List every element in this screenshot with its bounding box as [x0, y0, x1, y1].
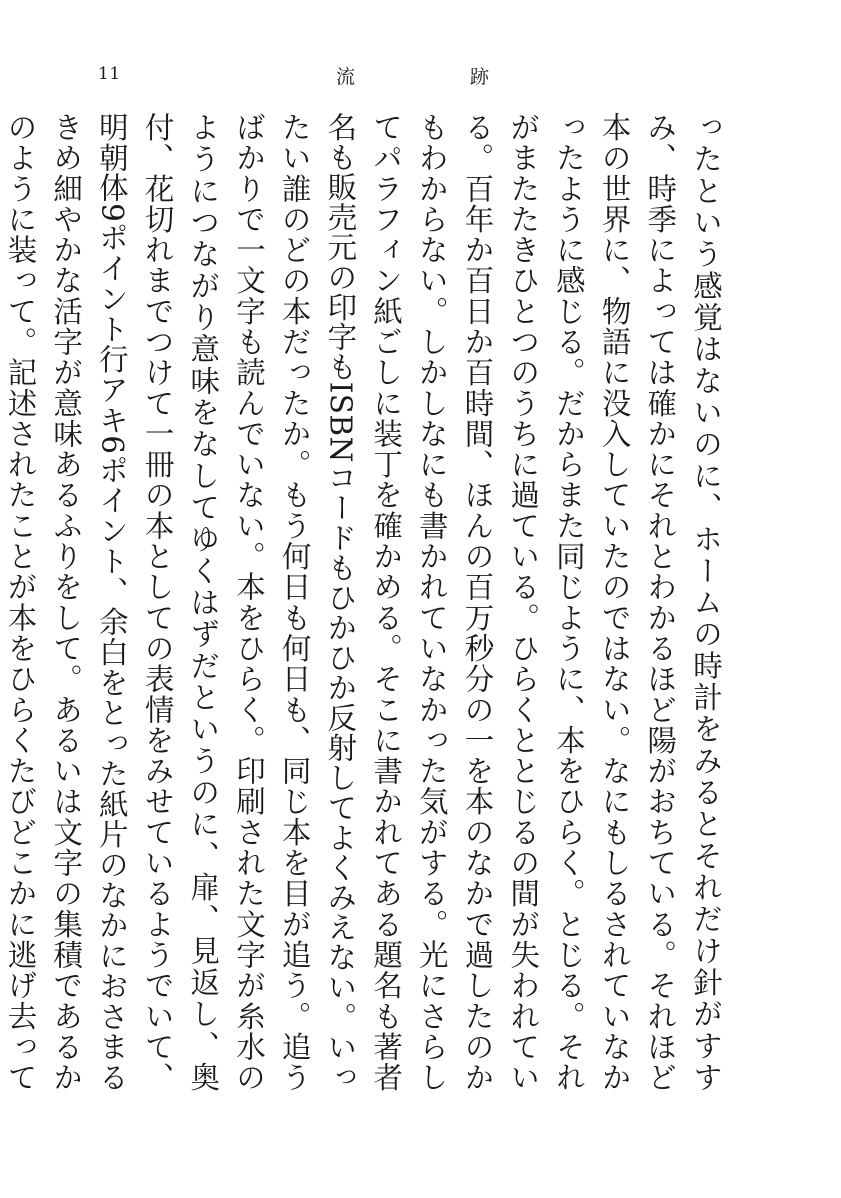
paragraph	[0, 112, 728, 1092]
text-line: におさまるきめ細やかな活字が意味あるふりをして。あるいは文字の集積であるか	[49, 112, 129, 1092]
text-line: のように装って。記述されたことが本をひらくたびどこかに逃げ去って	[3, 112, 38, 1092]
text-line: だったか。もう何日も何日も、同じ本を目が追う。追うばかりで一文字も読んでい	[231, 112, 312, 1092]
text-line: っては確かにそれとわかるほど陽がおちている。それほど本の世界に、物語に没入	[597, 112, 678, 1092]
text-line: ているようでいて、明朝体9ポイント行アキ6ポイント、余白をとった紙片のなか	[94, 112, 175, 1092]
running-title-first-char: 流	[336, 66, 356, 88]
text-line: していたのではない。なにもしるされていなかったように感じる。だからまた同じ	[551, 112, 632, 1093]
text-line: ったという感覚はないのに、ホームの時計をみるとそれだけ針がすすみ、時季によ	[643, 112, 723, 1092]
text-line: ように、本をひらく。とじる。それがまたたきひとつのうちに過ている。ひらくと	[506, 112, 586, 1092]
vertical-body-text	[3, 112, 728, 1093]
text-line: してパラフィン紙ごしに装丁を確かめる。そこに書かれてある題名も著者名も販売	[323, 112, 449, 1092]
text-line: とじるの間が失われている。百年か百日か百時間、ほんの百万秒分の一を本のなか	[460, 112, 541, 1092]
text-line: ない。本をひらく。印刷された文字が糸水のようにつながり意味をなしてゆくはず	[186, 112, 266, 1092]
text-line: だというのに、扉、見返し、奥付、花切れまでつけて一冊の本としての表情をみせ	[140, 112, 221, 1092]
running-title-second-char: 跡	[470, 66, 490, 88]
text-line: 元の印字もISBNコードもひかひか反射してよくみえない。いったい誰のどの本	[277, 112, 358, 1092]
page-number: 11	[98, 64, 121, 84]
text-line: で過したのかもわからない。しかしなにも書かれていなかった気がする。光にさら	[414, 112, 495, 1092]
